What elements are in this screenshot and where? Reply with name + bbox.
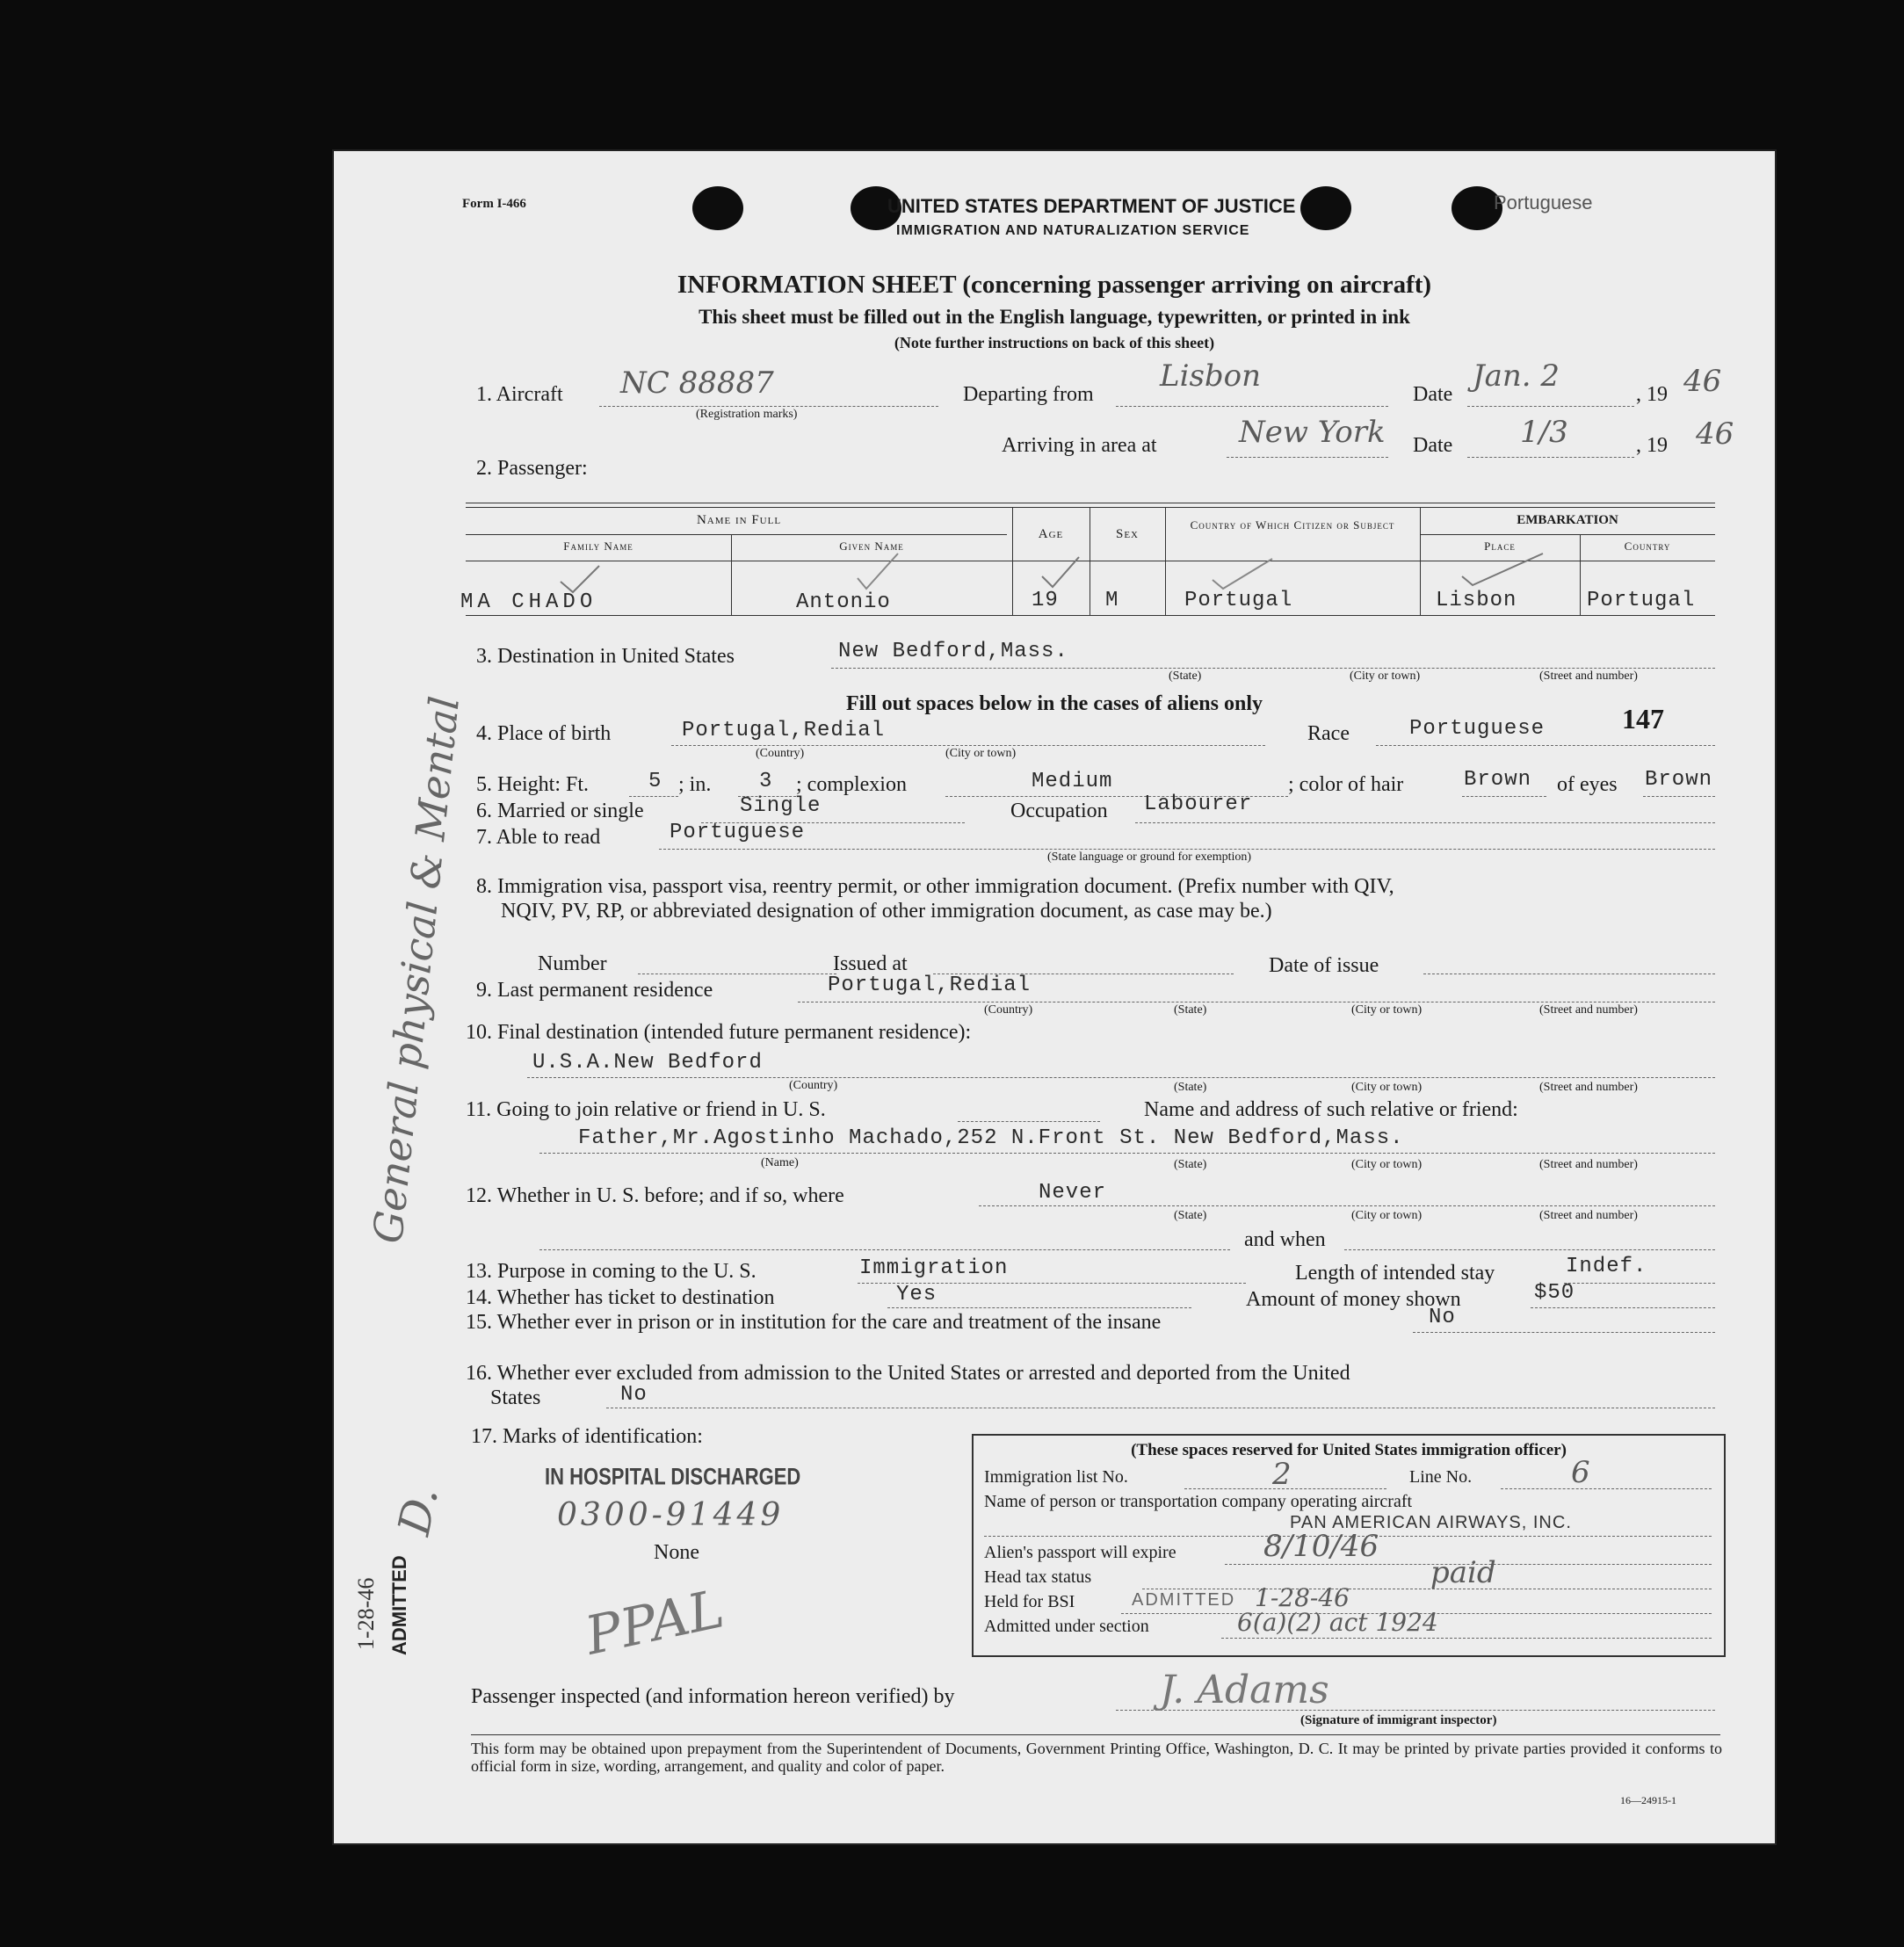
aircraft-value: NC 88887 [620,366,774,401]
inspector-signature: J. Adams [1160,1668,1329,1712]
cell-sex: M [1105,589,1119,612]
arrival-year: 46 [1696,416,1734,452]
section-label: Admitted under section [984,1617,1149,1636]
birth-label: 4. Place of birth [476,722,612,745]
purpose-label: 13. Purpose in coming to the U. S. [466,1260,757,1283]
margin-date: 1-28-46 [353,1577,379,1650]
visa-line-2: NQIV, PV, RP, or abbreviated designation of other immigration document, as case may be.) [501,900,1272,923]
form-sheet [334,151,1775,1843]
visa-issued-label: Issued at [833,952,908,975]
instruction-note: (Note further instructions on back of this sheet) [894,334,1215,351]
departure-date: Jan. 2 [1473,358,1560,394]
join-caption-street: (Street and number) [1539,1158,1638,1171]
bsi-label: Held for BSI [984,1592,1075,1611]
header-family-name: Family Name [563,539,633,553]
hair-label: ; color of hair [1288,773,1404,796]
aliens-heading: Fill out spaces below in the cases of aliens only [845,692,1263,715]
list-label: Immigration list No. [984,1467,1128,1487]
join-caption-name: (Name) [761,1156,799,1169]
birth-value: Portugal,Redial [682,719,886,742]
occupation-value: Labourer [1144,793,1253,816]
passenger-label: 2. Passenger: [476,457,588,480]
section-value: 6(a)(2) act 1924 [1237,1608,1438,1637]
arriving-value: New York [1239,415,1386,450]
height-in: 3 [759,770,773,793]
cell-country: Portugal [1587,589,1696,612]
cell-age: 19 [1032,589,1059,612]
inspected-label: Passenger inspected (and information hereon verified) by [471,1685,955,1708]
purpose-value: Immigration [859,1256,1009,1280]
res-caption-state: (State) [1174,1003,1207,1017]
ticket-value: Yes [896,1283,938,1306]
final-caption-state: (State) [1174,1081,1207,1094]
before-label: 12. Whether in U. S. before; and if so, where [466,1184,844,1207]
bsi-stamp: ADMITTED [1132,1590,1236,1610]
height-in-label: ; in. [678,773,712,796]
header-sex: Sex [1115,527,1139,541]
residence-label: 9. Last permanent residence [476,979,713,1002]
passport-label: Alien's passport will expire [984,1543,1176,1562]
registration-caption: (Registration marks) [696,408,798,421]
departing-label: Departing from [963,383,1094,406]
company-label: Name of person or transportation company operating aircraft [984,1492,1413,1511]
money-label: Amount of money shown [1246,1288,1461,1311]
destination-label: 3. Destination in United States [476,645,735,668]
inspector-initials: PPAL [580,1578,729,1668]
footer-code: 16—24915-1 [1620,1794,1676,1806]
married-value: Single [740,794,822,818]
departure-year: 46 [1683,364,1722,399]
caption-city: (City or town) [1350,670,1421,683]
arrival-date: 1/3 [1520,415,1568,450]
destination-value: New Bedford,Mass. [838,640,1068,663]
cell-citizen: Portugal [1184,589,1293,612]
final-label: 10. Final destination (intended future permanent residence): [466,1021,972,1044]
officer-box [972,1434,1726,1657]
page-title: INFORMATION SHEET (concerning passenger arriving on aircraft) [677,271,1432,299]
final-caption-street: (Street and number) [1539,1081,1638,1094]
passport-value: 8/10/46 [1263,1529,1379,1564]
date-label: Date [1413,383,1453,406]
record-number: 147 [1622,703,1664,735]
bsi-value: 1-28-46 [1255,1583,1350,1612]
visa-line-1: 8. Immigration visa, passport visa, reentry permit, or other immigration document. (Prefix number with QIV, [476,875,1394,898]
cell-place: Lisbon [1436,589,1517,612]
checkmarks [334,151,1775,678]
eyes-label: of eyes [1557,773,1618,796]
header-citizen: Country of Which Citizen or Subject [1190,518,1395,532]
header-age: Age [1038,527,1064,541]
excluded-line-2: States [490,1386,541,1409]
residence-value: Portugal,Redial [828,974,1032,997]
cell-family-name: MA CHADO [460,590,597,614]
margin-initial: D. [388,1481,449,1540]
list-value: 2 [1272,1457,1292,1492]
arrival-year-prefix: , 19 [1636,434,1668,457]
res-caption-street: (Street and number) [1539,1003,1638,1017]
res-caption-city: (City or town) [1351,1003,1423,1017]
visa-date-label: Date of issue [1269,954,1379,977]
footer-text: This form may be obtained upon prepayment from the Superintendent of Documents, Government Printing Office, Washington, D. C. It may be printed by private parties provided it conforms to official form in size, wording, arrangement, and quality and color of paper. [471,1740,1722,1775]
marks-value: None [654,1541,699,1564]
join-caption-state: (State) [1174,1158,1207,1171]
header-name-in-full: Name in Full [696,513,782,527]
line-label: Line No. [1409,1467,1473,1487]
cell-given-name: Antonio [796,590,891,614]
header-embarkation: EMBARKATION [1517,513,1618,527]
read-label: 7. Able to read [476,826,601,849]
before-value: Never [1039,1181,1107,1205]
caption-state: (State) [1169,670,1202,683]
officer-box-heading: (These spaces reserved for United States immigration officer) [1131,1441,1567,1459]
before-caption-street: (Street and number) [1539,1209,1638,1222]
final-caption-country: (Country) [789,1079,838,1092]
excluded-value: No [620,1383,648,1407]
excluded-line-1: 16. Whether ever excluded from admission to the United States or arrested and deported from the United [466,1362,1350,1385]
caption-city-birth: (City or town) [945,747,1017,760]
ticket-label: 14. Whether has ticket to destination [466,1286,775,1309]
departing-value: Lisbon [1160,358,1262,394]
married-label: 6. Married or single [476,800,644,822]
race-value: Portuguese [1409,717,1546,741]
year-prefix: , 19 [1636,383,1668,406]
language-stamp: Portuguese [1494,192,1593,214]
read-caption: (State language or ground for exemption) [1047,850,1252,864]
margin-admitted-stamp: ADMITTED [388,1555,410,1655]
visa-number-label: Number [538,952,607,975]
before-caption-state: (State) [1174,1209,1207,1222]
arriving-label: Arriving in area at [1002,434,1157,457]
race-label: Race [1307,722,1350,745]
res-caption-country: (Country) [984,1003,1033,1017]
before-caption-city: (City or town) [1351,1209,1423,1222]
department-name: UNITED STATES DEPARTMENT OF JUSTICE [887,195,1296,217]
prison-label: 15. Whether ever in prison or in institution for the care and treatment of the insane [466,1311,1162,1334]
stay-label: Length of intended stay [1295,1262,1495,1285]
join-caption-city: (City or town) [1351,1158,1423,1171]
height-label: 5. Height: Ft. [476,773,590,796]
margin-note-vertical: General physical & Mental [364,693,469,1246]
final-value: U.S.A.New Bedford [532,1051,763,1075]
money-value: $50 [1534,1281,1575,1305]
tax-label: Head tax status [984,1567,1092,1587]
complexion-value: Medium [1032,770,1113,793]
tax-value: paid [1430,1555,1496,1590]
header-place: Place [1484,539,1516,553]
signature-caption: (Signature of immigrant inspector) [1300,1713,1497,1727]
prison-value: No [1429,1306,1456,1329]
join-label: 11. Going to join relative or friend in U. S. [466,1098,826,1121]
occupation-label: Occupation [1010,800,1108,822]
read-value: Portuguese [670,821,806,844]
form-number: Form I-466 [462,197,526,211]
service-name: IMMIGRATION AND NATURALIZATION SERVICE [896,223,1250,238]
hair-value: Brown [1464,768,1532,792]
final-caption-city: (City or town) [1351,1081,1423,1094]
stay-value: Indef. [1566,1255,1647,1278]
aircraft-label: 1. Aircraft [476,383,563,406]
line-value: 6 [1571,1455,1590,1490]
eyes-value: Brown [1645,768,1713,792]
join-value: Father,Mr.Agostinho Machado,252 N.Front St. New Bedford,Mass. [578,1126,1404,1150]
header-given-name: Given Name [839,539,904,553]
complexion-label: ; complexion [796,773,907,796]
arrival-date-label: Date [1413,434,1453,457]
height-ft: 5 [648,770,662,793]
when-label: and when [1244,1228,1326,1251]
caption-country: (Country) [756,747,805,760]
join-name-label: Name and address of such relative or friend: [1144,1098,1518,1121]
caption-street: (Street and number) [1539,670,1638,683]
marks-number: 0300-91449 [557,1497,785,1533]
header-country: Country [1624,539,1671,553]
marks-label: 17. Marks of identification: [471,1425,703,1448]
hospital-stamp: IN HOSPITAL DISCHARGED [545,1463,801,1490]
instruction-text: This sheet must be filled out in the English language, typewritten, or printed in ink [699,306,1410,328]
company-value: PAN AMERICAN AIRWAYS, INC. [1290,1513,1572,1532]
